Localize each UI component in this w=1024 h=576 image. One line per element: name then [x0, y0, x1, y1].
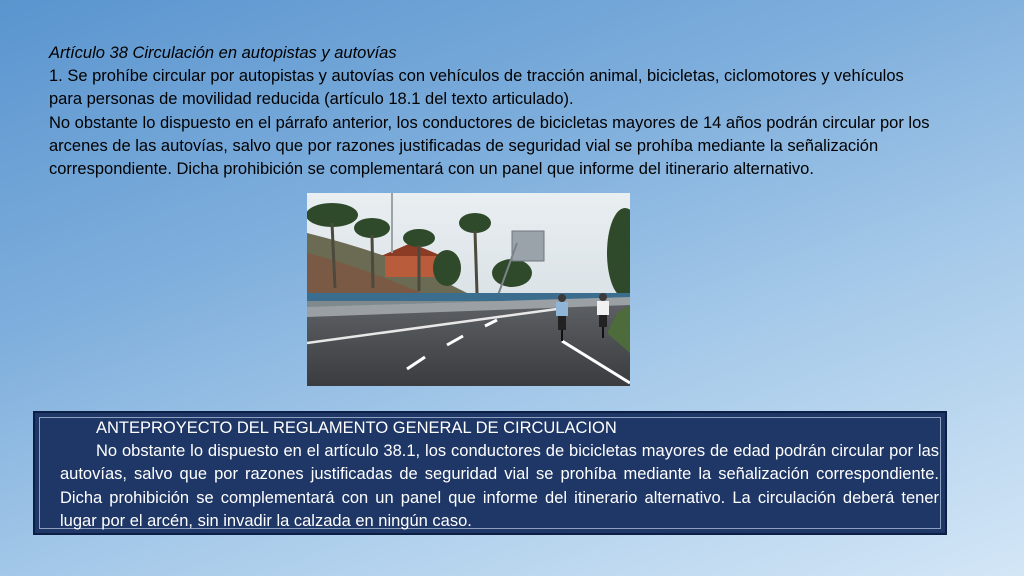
- photo-illustration: [307, 193, 630, 386]
- paragraph-1-text: Se prohíbe circular por autopistas y autovías con vehículos de tracción animal, bicicletas, ciclomotores y vehículos para personas de movilidad reducida (artículo 18.1 del texto articulado).: [49, 67, 904, 109]
- road-cyclists-photo: [307, 193, 630, 386]
- article-paragraph-2: No obstante lo dispuesto en el párrafo anterior, los conductores de bicicletas mayores de 14 años podrán circular por los arcenes de las autovías, salvo que por razones justificadas de seguridad vial se prohíba mediante la señalización correspondiente. Dicha prohibición se complementará con un panel que informe del itinerario alternativo.: [49, 113, 930, 179]
- article-text-block: [49, 42, 939, 181]
- box-heading: ANTEPROYECTO DEL REGLAMENTO GENERAL DE CIRCULACION: [96, 419, 617, 437]
- box-body: No obstante lo dispuesto en el artículo 38.1, los conductores de bicicletas mayores de edad podrán circular por las autovías, salvo que por razones justificadas de seguridad vial se prohíba mediante la señalización correspondiente. Dicha prohibición se complementará con un panel que informe del itinerario alternativo. La circulación deberá tener lugar por el arcén, sin invadir la calzada en ningún caso.: [60, 442, 939, 530]
- paragraph-number: 1.: [49, 67, 63, 86]
- draft-regulation-box: [33, 411, 947, 535]
- article-title: Artículo 38 Circulación en autopistas y autovías: [49, 44, 397, 62]
- article-paragraph-1: [49, 65, 939, 111]
- box-text: [60, 417, 939, 533]
